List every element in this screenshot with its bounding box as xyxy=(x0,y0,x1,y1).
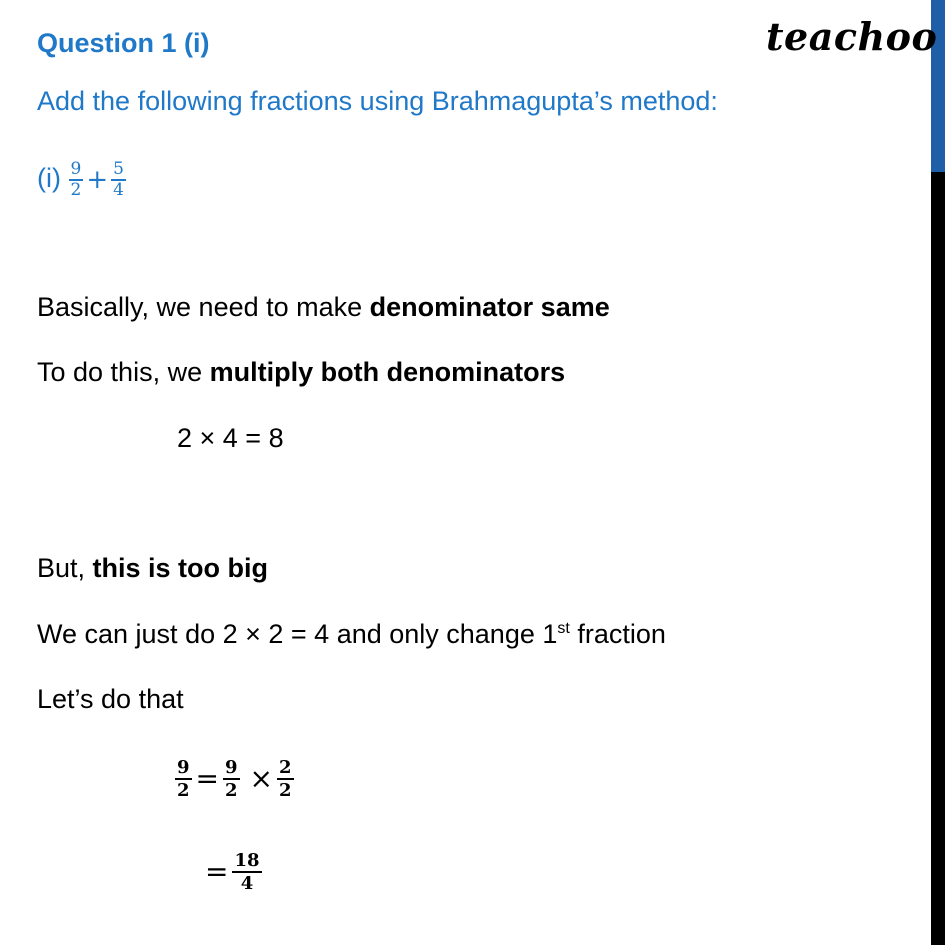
numerator: 9 xyxy=(225,757,238,778)
denominator: 4 xyxy=(240,873,254,894)
denominator: 2 xyxy=(177,780,190,801)
numerator: 2 xyxy=(279,757,292,778)
equals-sign: = xyxy=(195,762,219,795)
text: fraction xyxy=(569,619,666,649)
fraction-2-over-2 xyxy=(277,757,294,801)
math-line-2 xyxy=(201,850,262,894)
denominator: 2 xyxy=(279,780,292,801)
text: But, xyxy=(37,553,93,583)
question-expression xyxy=(37,160,126,200)
numerator: 9 xyxy=(177,757,190,778)
plus-operator: + xyxy=(86,164,109,195)
superscript: st xyxy=(557,620,570,637)
times-sign: × xyxy=(249,762,273,795)
fraction-9-over-2 xyxy=(223,757,240,801)
fraction-9-over-2 xyxy=(69,160,84,200)
equation-2x4: 2 × 4 = 8 xyxy=(177,423,284,453)
numerator: 18 xyxy=(234,850,260,871)
question-label: (i) xyxy=(37,162,61,193)
denominator: 4 xyxy=(113,179,124,200)
body-line-1 xyxy=(37,290,610,324)
question-title: Question 1 (i) xyxy=(37,28,210,58)
denominator: 2 xyxy=(70,179,82,200)
fraction-9-over-2 xyxy=(175,757,192,801)
denominator: 2 xyxy=(225,780,238,801)
text: Basically, we need to make xyxy=(37,292,370,322)
math-line-1 xyxy=(175,757,294,801)
body-line-2 xyxy=(37,355,565,389)
fraction-5-over-4 xyxy=(111,160,126,200)
bold-text: this is too big xyxy=(92,553,269,583)
fraction-18-over-4 xyxy=(232,850,261,894)
numerator: 9 xyxy=(70,159,82,179)
numerator: 5 xyxy=(113,159,124,179)
text: To do this, we xyxy=(37,357,210,387)
equals-sign: = xyxy=(205,855,229,888)
teachoo-logo: teachoo xyxy=(766,14,938,59)
body-line-4 xyxy=(37,617,666,651)
body-line-5: Let’s do that xyxy=(37,684,184,714)
question-instruction: Add the following fractions using Brahmagupta’s method: xyxy=(37,86,718,116)
bold-text: multiply both denominators xyxy=(209,357,566,387)
bold-text: denominator same xyxy=(369,292,610,322)
body-line-3 xyxy=(37,551,268,585)
text: We can just do 2 × 2 = 4 and only change 1 xyxy=(37,619,558,649)
